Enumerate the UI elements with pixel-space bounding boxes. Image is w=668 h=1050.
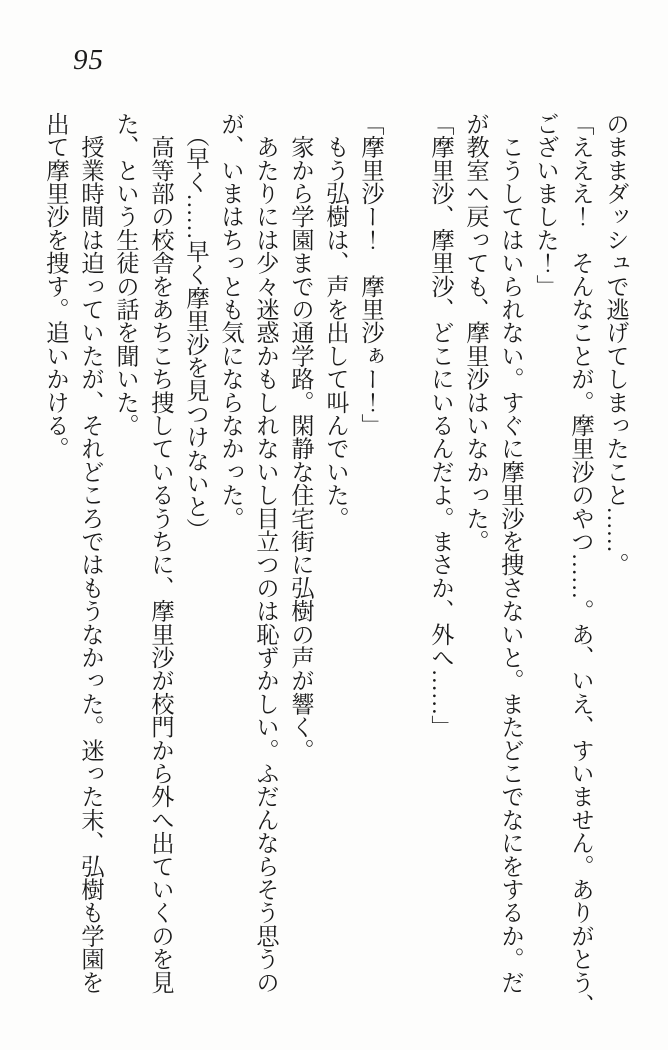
text-line: （早く……早く摩里沙を見つけないと） xyxy=(182,112,208,542)
text-line: もう弘樹は、声を出して叫んでいた。 xyxy=(322,112,348,530)
text-line: のままダッシュで逃げてしまったこと……。 xyxy=(602,112,628,576)
text-line: 家から学園までの通学路。閑静な住宅街に弘樹の声が響く。 xyxy=(287,112,313,762)
text-line: 高等部の校舎をあちこち捜しているうちに、摩里沙が校門から外へ出ていくのを見 xyxy=(147,112,173,994)
blank-line xyxy=(387,112,422,1022)
text-line: た、という生徒の話を聞いた。 xyxy=(112,112,138,437)
text-line: あたりには少々迷惑かもしれないし目立つのは恥ずかしい。ふだんならそう思うの xyxy=(252,112,278,994)
text-line: 授業時間は迫っていたが、それどころではもうなかった。迷った末、弘樹も学園を xyxy=(77,112,103,994)
text-line: が教室へ戻っても、摩里沙はいなかった。 xyxy=(462,112,488,553)
text-line: 「摩里沙、摩里沙、どこにいるんだよ。まさか、外へ……」 xyxy=(427,112,453,739)
text-line: こうしてはいられない。すぐに摩里沙を捜さないと。またどこでなにをするか。だ xyxy=(497,112,523,994)
text-line: 出て摩里沙を捜す。追いかける。 xyxy=(42,112,68,460)
text-line: ございました！」 xyxy=(532,112,558,298)
vertical-text-block xyxy=(37,112,632,1022)
text-line: 「えええ！ そんなことが。摩里沙のやつ……。あ、いえ、すいません。ありがとう、 xyxy=(567,112,593,1017)
text-line: が、いまはちっとも気にならなかった。 xyxy=(217,112,243,530)
text-line: 「摩里沙ー！ 摩里沙ぁー！」 xyxy=(357,112,383,437)
page-number: 95 xyxy=(73,44,104,76)
